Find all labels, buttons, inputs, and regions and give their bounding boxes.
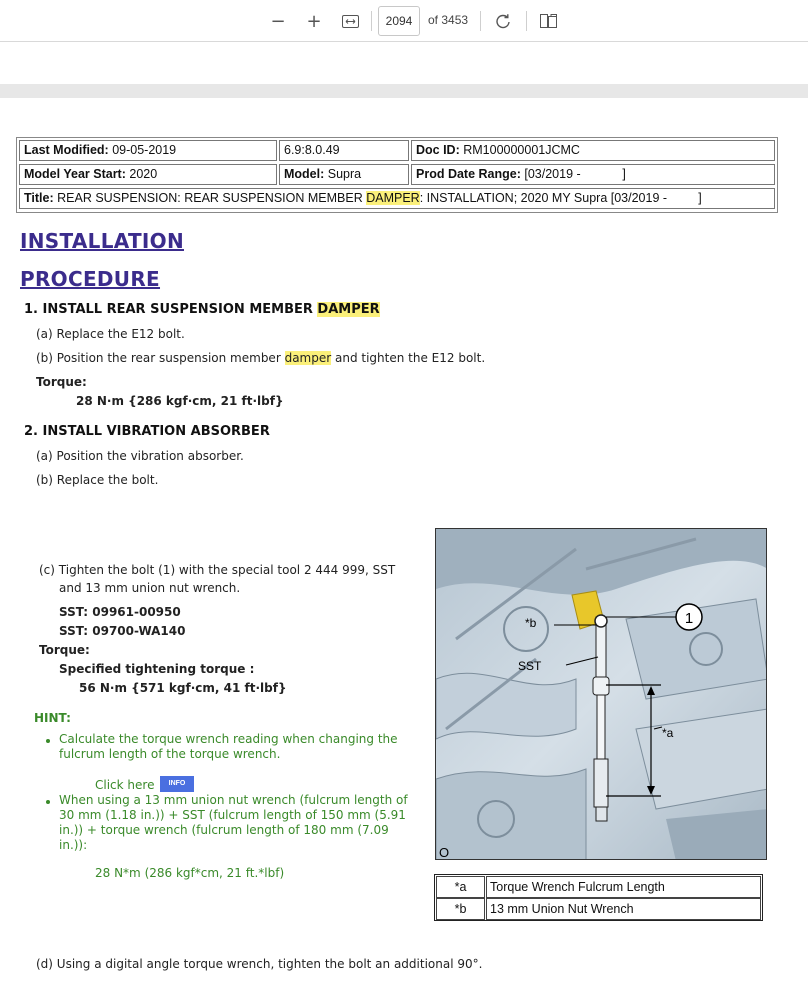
toolbar-divider	[371, 11, 372, 31]
page-gap	[0, 84, 808, 98]
search-highlight: damper	[284, 351, 332, 365]
step-1-heading: 1. INSTALL REAR SUSPENSION MEMBER DAMPER	[24, 302, 380, 317]
bullet-icon	[46, 800, 50, 804]
step-1b-text: (b) Position the rear suspension member damper and tighten the E12 bolt.	[36, 351, 486, 365]
step-1a-text: (a) Replace the E12 bolt.	[36, 327, 185, 341]
legend-key: *b	[436, 898, 485, 920]
step-2c-text-line1: (c) Tighten the bolt (1) with the special tool 2 444 999, SST	[39, 563, 396, 577]
fit-width-icon[interactable]	[338, 9, 362, 33]
hint-1-line1: Calculate the torque wrench reading when changing the	[59, 732, 398, 746]
label-a: *a	[662, 726, 674, 740]
hint-2-line3: in.)) + torque wrench (fulcrum length of 180 mm (7.09	[59, 823, 389, 837]
torque-value: 56 N·m {571 kgf·cm, 41 ft·lbf}	[79, 681, 287, 695]
hint-2-result: 28 N*m (286 kgf*cm, 21 ft.*lbf)	[95, 866, 285, 880]
step-2-heading: 2. INSTALL VIBRATION ABSORBER	[24, 424, 270, 439]
hint-2-line1: When using a 13 mm union nut wrench (fulcrum length of	[59, 793, 408, 807]
procedure-heading: PROCEDURE	[20, 267, 161, 291]
figure-corner-mark: O	[439, 845, 450, 860]
installation-heading: INSTALLATION	[20, 229, 184, 253]
step-2b-text: (b) Replace the bolt.	[36, 473, 159, 487]
hint-label: HINT:	[34, 711, 71, 725]
toolbar-divider	[480, 11, 481, 31]
torque-label: Torque:	[36, 375, 87, 389]
step-2d-text: (d) Using a digital angle torque wrench, tighten the bolt an additional 90°.	[36, 957, 483, 971]
doc-id-cell: Doc ID: RM100000001JCMC	[411, 140, 775, 161]
callout-number: 1	[684, 610, 694, 627]
label-b: *b	[525, 616, 537, 630]
hint-1-line2: fulcrum length of the torque wrench.	[59, 747, 281, 761]
hint-2-line2: 30 mm (1.18 in.)) + SST (fulcrum length of 150 mm (5.91	[59, 808, 406, 822]
search-highlight: DAMPER	[366, 191, 420, 205]
torque-label: Torque:	[39, 643, 90, 657]
version-cell: 6.9:8.0.49	[279, 140, 409, 161]
step-2c-text-line2: and 13 mm union nut wrench.	[59, 581, 241, 595]
search-highlight: DAMPER	[317, 302, 380, 317]
label-sst: SST	[518, 659, 542, 673]
sst-number-1: SST: 09961-00950	[59, 605, 181, 619]
specified-torque-label: Specified tightening torque :	[59, 662, 255, 676]
legend-description: Torque Wrench Fulcrum Length	[486, 876, 761, 898]
bullet-icon	[46, 739, 50, 743]
page-number-input[interactable]: 2094	[378, 6, 420, 36]
zoom-out-button[interactable]: −	[270, 10, 286, 32]
last-modified-cell: Last Modified: 09-05-2019	[19, 140, 277, 161]
model-year-cell: Model Year Start: 2020	[19, 164, 277, 185]
figure-legend-table	[434, 874, 763, 921]
zoom-in-button[interactable]: +	[306, 10, 322, 32]
viewer-toolbar	[0, 0, 808, 42]
prod-date-cell: Prod Date Range: [03/2019 - ]	[411, 164, 775, 185]
hint-2-line4: in.)):	[59, 838, 88, 852]
torque-value: 28 N·m {286 kgf·cm, 21 ft·lbf}	[76, 394, 284, 408]
page-view-icon[interactable]	[536, 9, 560, 33]
title-cell: Title: REAR SUSPENSION: REAR SUSPENSION MEMBER DAMPER: INSTALLATION; 2020 MY Supra [03/2019 - ]	[19, 188, 775, 209]
sst-number-2: SST: 09700-WA140	[59, 624, 186, 638]
legend-description: 13 mm Union Nut Wrench	[486, 898, 761, 920]
step-2a-text: (a) Position the vibration absorber.	[36, 449, 244, 463]
installation-illustration	[435, 528, 767, 860]
model-cell: Model: Supra	[279, 164, 409, 185]
legend-key: *a	[436, 876, 485, 898]
click-here-link[interactable]: Click here	[95, 778, 155, 792]
page-total-label: of 3453	[428, 13, 469, 27]
document-header-table	[16, 137, 778, 213]
toolbar-divider	[526, 11, 527, 31]
rotate-icon[interactable]	[491, 9, 515, 33]
suspension-drawing	[436, 529, 767, 860]
info-link-button[interactable]: INFO	[160, 776, 194, 792]
